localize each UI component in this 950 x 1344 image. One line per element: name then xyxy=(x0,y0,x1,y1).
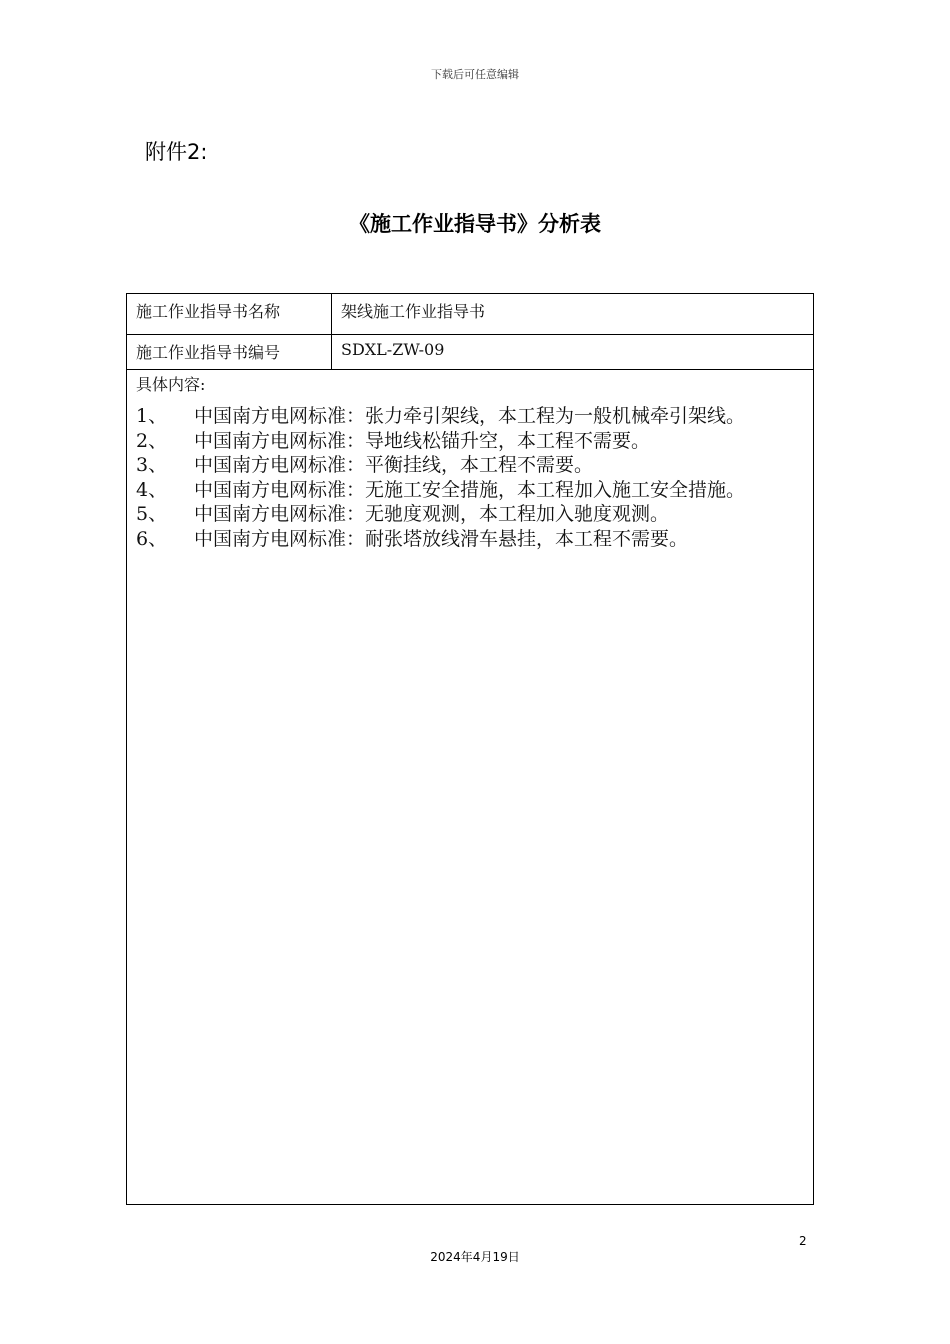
list-item-number: 4、 xyxy=(136,478,168,501)
analysis-table xyxy=(126,293,814,1205)
list-item-text: 中国南方电网标准：张力牵引架线，本工程为一般机械牵引架线。 xyxy=(194,405,746,427)
header-note: 下载后可任意编辑 xyxy=(431,68,519,81)
attachment-label: 附件2: xyxy=(145,140,208,164)
list-item-text: 中国南方电网标准：耐张塔放线滑车悬挂，本工程不需要。 xyxy=(194,527,689,550)
code-label: 施工作业指导书编号 xyxy=(127,335,332,369)
list-item-text: 中国南方电网标准：导地线松锚升空，本工程不需要。 xyxy=(194,429,651,452)
list-item-text: 中国南方电网标准：平衡挂线，本工程不需要。 xyxy=(194,454,594,476)
list-item xyxy=(136,478,804,503)
page-number: 2 xyxy=(799,1234,807,1248)
list-item-text: 中国南方电网标准：无驰度观测，本工程加入驰度观测。 xyxy=(194,503,670,525)
footer-date: 2024年4月19日 xyxy=(430,1250,520,1264)
list-item-text: 中国南方电网标准：无施工安全措施，本工程加入施工安全措施。 xyxy=(194,478,746,501)
content-list xyxy=(136,404,804,551)
document-title: 《施工作业指导书》分析表 xyxy=(349,212,601,236)
code-value: SDXL-ZW-09 xyxy=(341,340,445,359)
list-item xyxy=(136,404,804,429)
name-value: 架线施工作业指导书 xyxy=(341,302,486,321)
table-row-code xyxy=(127,335,813,370)
list-item xyxy=(136,527,804,552)
list-item-number: 5、 xyxy=(136,503,168,525)
name-label: 施工作业指导书名称 xyxy=(127,294,332,334)
list-item-number: 2、 xyxy=(136,429,168,452)
content-heading: 具体内容: xyxy=(136,375,206,394)
table-row-name xyxy=(127,294,813,335)
content-area xyxy=(127,370,813,551)
list-item xyxy=(136,502,804,527)
list-item-number: 3、 xyxy=(136,454,168,476)
list-item-number: 6、 xyxy=(136,527,168,550)
list-item-number: 1、 xyxy=(136,405,168,427)
list-item xyxy=(136,429,804,454)
list-item xyxy=(136,453,804,478)
